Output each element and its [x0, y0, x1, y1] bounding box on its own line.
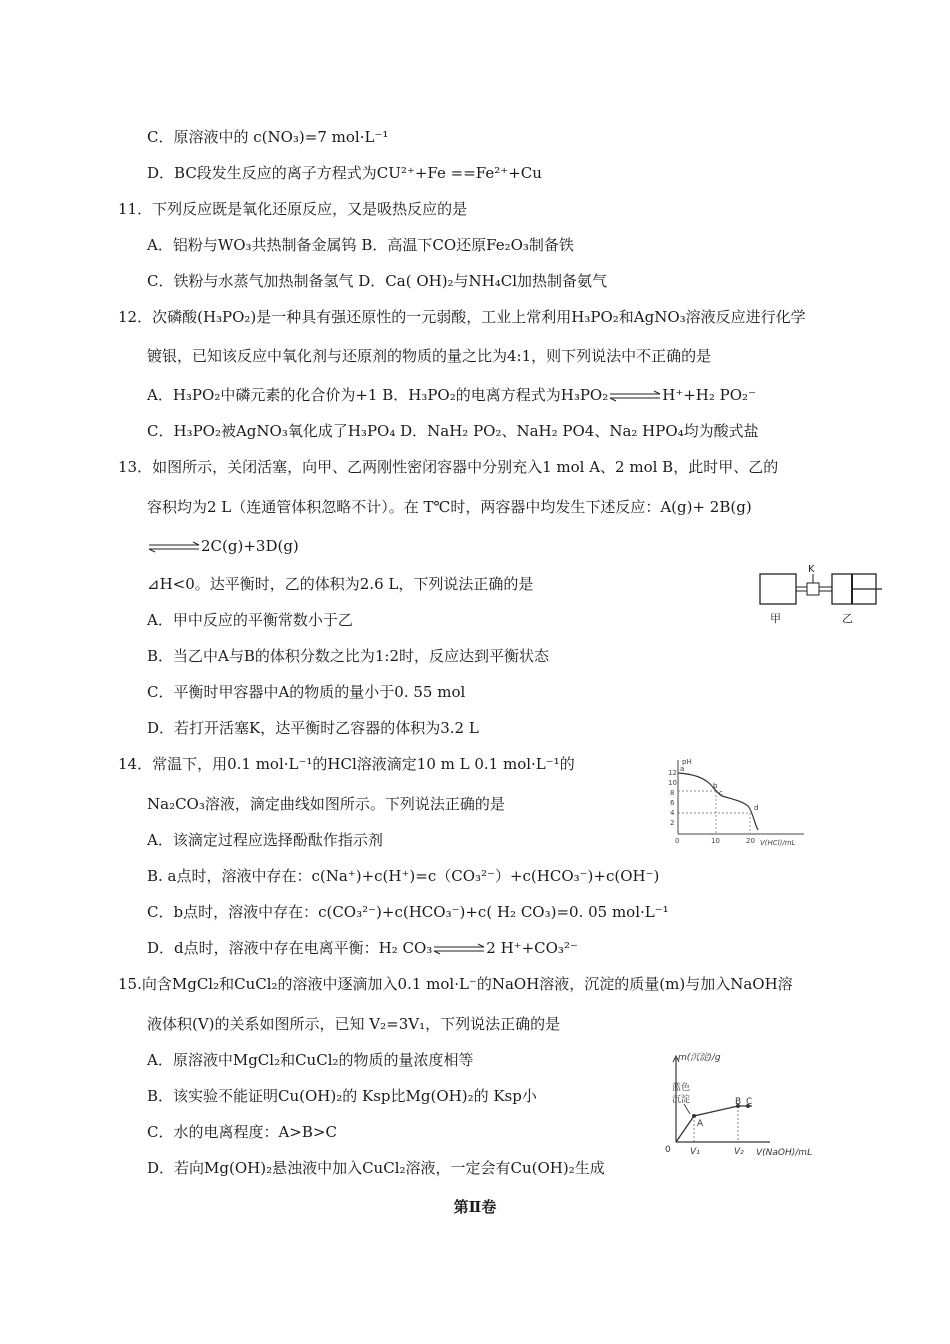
q13-stem-line1: 13．如图所示，关闭活塞，向甲、乙两刚性密闭容器中分别充入1 mol A、2 mol B，此时甲、乙的	[118, 458, 779, 476]
q13-container-figure	[756, 562, 886, 628]
q12-stem-line1: 12．次磷酸(H₃PO₂)是一种具有强还原性的一元弱酸，工业上常利用H₃PO₂和AgNO₃溶液反应进行化学	[118, 308, 806, 326]
y-axis-label: m(沉淀)/g	[678, 1053, 721, 1063]
y-ticks	[668, 769, 677, 827]
x-axis-label: V(HCl)/mL	[760, 839, 796, 847]
valve-k-label: K	[808, 564, 815, 575]
q10-option-c: C．原溶液中的 c(NO₃)=7 mol·L⁻¹	[147, 128, 389, 146]
q15-option-c: C．水的电离程度：A>B>C	[147, 1123, 337, 1141]
q13-stem-line3	[147, 536, 299, 556]
valve-k-icon	[807, 583, 819, 595]
q14-stem-line2: Na₂CO₃溶液，滴定曲线如图所示。下列说法正确的是	[147, 795, 505, 813]
container-jia-label: 甲	[770, 612, 781, 625]
precipitate-curve	[676, 1106, 752, 1142]
y-tick-8: 8	[670, 789, 675, 797]
q14-option-b: B. a点时，溶液中存在：c(Na⁺)+c(H⁺)=c（CO₃²⁻）+c(HCO₃⁻)+c(OH⁻)	[147, 867, 660, 885]
q15-stem-line1: 15.向含MgCl₂和CuCl₂的溶液中逐滴加入0.1 mol·L⁻的NaOH溶液，沉淀的质量(m)与加入NaOH溶	[118, 975, 793, 993]
q15-precipitation-chart	[660, 1048, 840, 1158]
q15-option-b: B．该实验不能证明Cu(OH)₂的 Ksp比Mg(OH)₂的 Ksp小	[147, 1087, 537, 1105]
y-axis-label: pH	[682, 758, 692, 766]
y-tick-6: 6	[670, 799, 675, 807]
point-c-label: C	[746, 1097, 753, 1107]
v2-label: V₂	[734, 1147, 744, 1157]
container-yi-label: 乙	[842, 612, 853, 625]
q11-options-ab: A．铝粉与WO₃共热制备金属钨 B．高温下CO还原Fe₂O₃制备铁	[147, 236, 574, 254]
point-a-label: a	[680, 765, 685, 773]
point-b-label: B	[735, 1097, 742, 1107]
equilibrium-arrow-icon	[432, 943, 486, 955]
q15-stem-line2: 液体积(V)的关系如图所示，已知 V₂=3V₁，下列说法正确的是	[147, 1015, 561, 1033]
x-tick-10: 10	[711, 837, 720, 845]
note-precipitate-label: 沉淀	[672, 1095, 691, 1105]
x-tick-0: 0	[675, 837, 680, 845]
q10-option-d: D．BC段发生反应的离子方程式为CU²⁺+Fe ==Fe²⁺+Cu	[147, 164, 542, 182]
section-title: 第Ⅱ卷	[453, 1198, 497, 1216]
x-axis-label: V(NaOH)/mL	[756, 1148, 813, 1158]
q15-option-d: D．若向Mg(OH)₂悬浊液中加入CuCl₂溶液，一定会有Cu(OH)₂生成	[147, 1159, 605, 1177]
point-a-label: A	[697, 1119, 704, 1129]
origin-label: 0	[665, 1145, 671, 1155]
container-jia	[760, 574, 796, 604]
q12-ab-right: H⁺+H₂ PO₂⁻	[662, 386, 756, 404]
equilibrium-arrow-icon	[608, 390, 662, 402]
note-blue-label: 蓝色	[672, 1083, 691, 1093]
q11-stem: 11．下列反应既是氧化还原反应，又是吸热反应的是	[118, 200, 468, 218]
q14-option-d	[147, 938, 578, 958]
q12-stem-line2: 镀银，已知该反应中氧化剂与还原剂的物质的量之比为4:1，则下列说法中不正确的是	[147, 347, 712, 365]
y-tick-4: 4	[670, 809, 675, 817]
q13-option-c: C．平衡时甲容器中A的物质的量小于0. 55 mol	[147, 683, 466, 701]
point-b-label: b	[713, 782, 718, 790]
q15-option-a: A．原溶液中MgCl₂和CuCl₂的物质的量浓度相等	[147, 1051, 474, 1069]
q14-option-a: A．该滴定过程应选择酚酞作指示剂	[147, 831, 383, 849]
q13-reaction-products: 2C(g)+3D(g)	[201, 537, 299, 555]
q14-d-left: D．d点时，溶液中存在电离平衡：H₂ CO₃	[147, 939, 433, 957]
equilibrium-arrow-icon	[147, 541, 201, 553]
y-tick-10: 10	[668, 779, 677, 787]
q12-options-cd: C．H₃PO₂被AgNO₃氧化成了H₃PO₄ D．NaH₂ PO₂、NaH₂ PO4、Na₂ HPO₄均为酸式盐	[147, 422, 759, 440]
y-tick-2: 2	[670, 819, 675, 827]
q14-d-right: 2 H⁺+CO₃²⁻	[486, 939, 578, 957]
q14-titration-chart	[664, 752, 814, 852]
y-tick-12: 12	[668, 769, 677, 777]
x-tick-20: 20	[746, 837, 755, 845]
q14-stem-line1: 14．常温下，用0.1 mol·L⁻¹的HCl溶液滴定10 m L 0.1 mol·L⁻¹的	[118, 755, 575, 773]
point-d-label: d	[754, 804, 759, 812]
titration-curve	[678, 773, 758, 830]
q12-ab-left: A．H₃PO₂中磷元素的化合价为+1 B．H₃PO₂的电离方程式为H₃PO₂	[147, 386, 609, 404]
q13-stem-line2: 容积均为2 L（连通管体积忽略不计）。在 T℃时，两容器中均发生下述反应：A(g)+ 2B(g)	[147, 498, 752, 516]
v1-label: V₁	[690, 1147, 700, 1157]
q13-option-a: A．甲中反应的平衡常数小于乙	[147, 611, 353, 629]
q13-option-b: B．当乙中A与B的体积分数之比为1:2时，反应达到平衡状态	[147, 647, 550, 665]
q13-option-d: D．若打开活塞K，达平衡时乙容器的体积为3.2 L	[147, 719, 479, 737]
q14-option-c: C．b点时，溶液中存在：c(CO₃²⁻)+c(HCO₃⁻)+c( H₂ CO₃)=0. 05 mol·L⁻¹	[147, 903, 669, 921]
point-c-label: c	[719, 789, 723, 797]
q12-options-ab	[147, 385, 756, 405]
q13-stem-line4: ⊿H<0。达平衡时，乙的体积为2.6 L，下列说法正确的是	[147, 575, 534, 593]
q11-options-cd: C．铁粉与水蒸气加热制备氢气 D．Ca( OH)₂与NH₄Cl加热制备氨气	[147, 272, 608, 290]
x-ticks	[675, 837, 755, 845]
